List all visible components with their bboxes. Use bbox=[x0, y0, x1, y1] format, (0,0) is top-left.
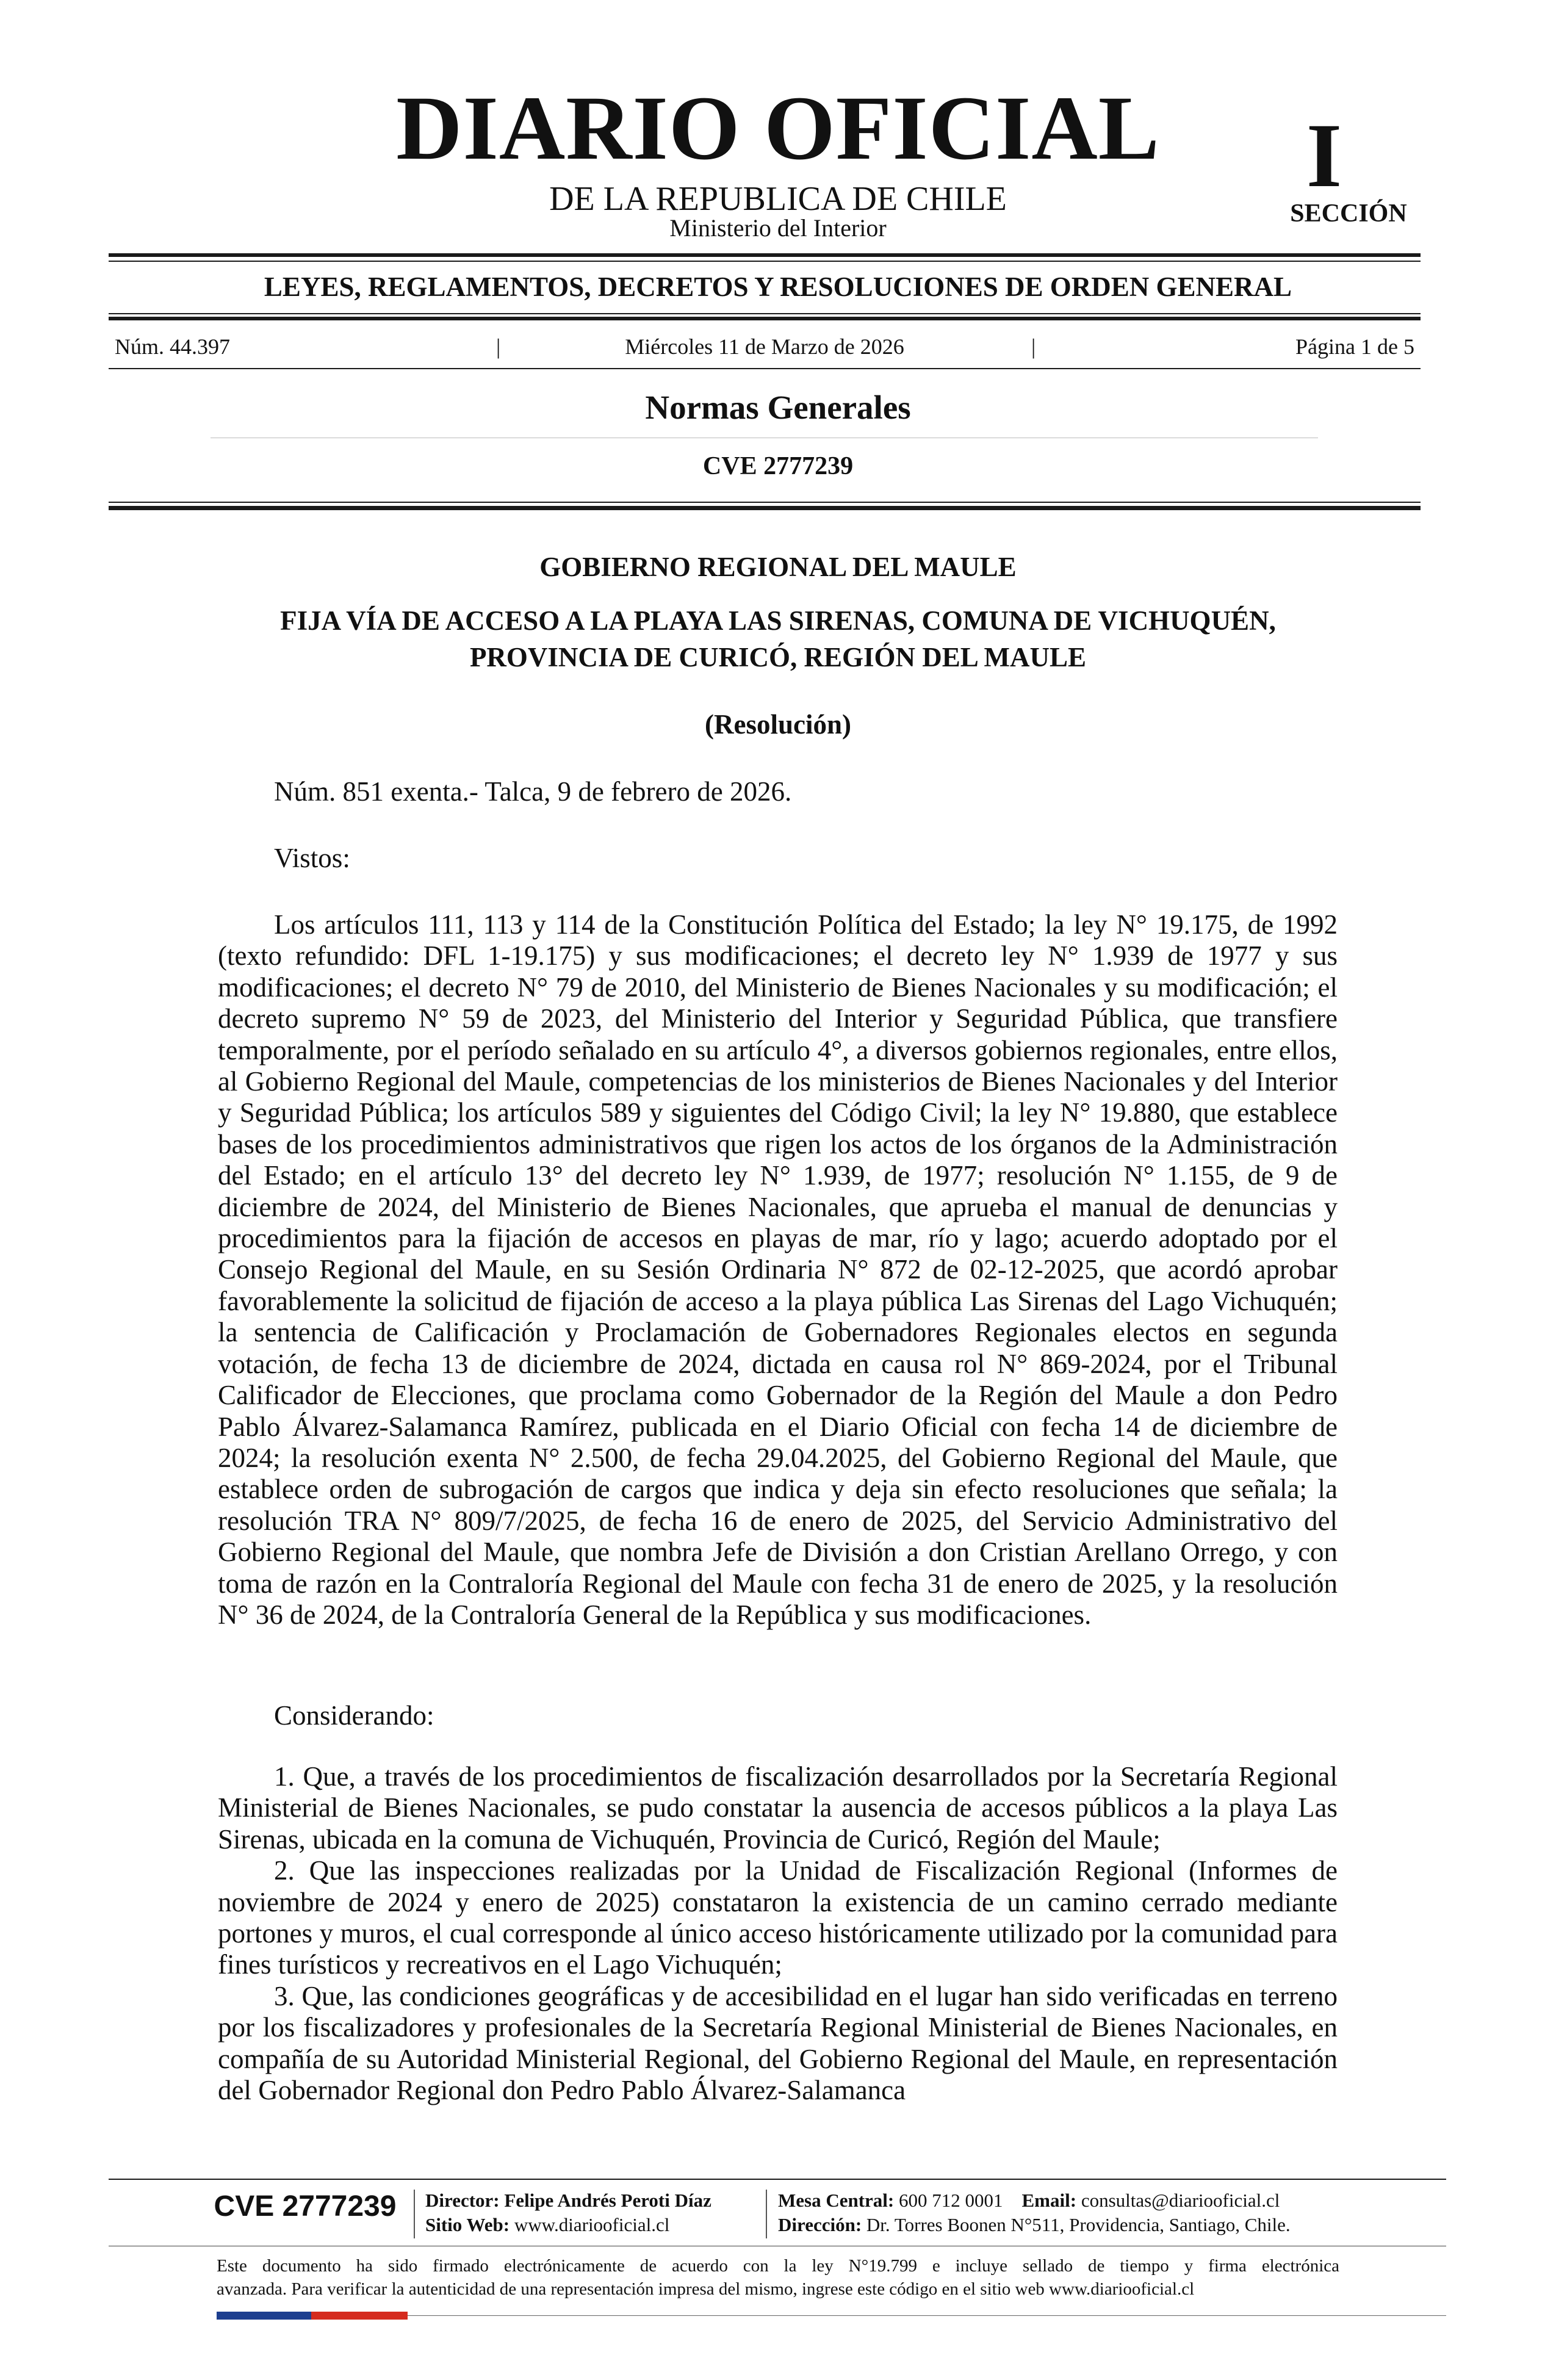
considerando-heading: Considerando: bbox=[274, 1700, 434, 1731]
footer-director-block bbox=[425, 2188, 711, 2237]
cve-rule-thick bbox=[109, 506, 1421, 510]
considerando-item: 2. Que las inspecciones realizadas por la Unidad de Fiscalización Regional (Informes de noviembre de 2024 y enero de 2025) constataron la existencia de un camino cerrado mediante portones y muros, el cual corresponde al único acceso históricamente utilizado por la comunidad para fines turísticos y recreativos en el Lago Vichuquén; bbox=[218, 1855, 1338, 1980]
document-title bbox=[214, 602, 1342, 676]
website-label: Sitio Web: bbox=[425, 2214, 510, 2235]
rubric-heading: Normas Generales bbox=[645, 389, 911, 426]
issue-rule bbox=[109, 368, 1421, 369]
phone-label: Mesa Central: bbox=[778, 2190, 895, 2211]
separator-left: | bbox=[496, 334, 501, 359]
footer-legal-note bbox=[217, 2254, 1339, 2301]
address-label: Dirección: bbox=[778, 2214, 862, 2235]
considerando-item: 3. Que, las condiciones geográficas y de accesibilidad en el lugar han sido verificadas en terreno por los fiscalizadores y profesionales de la Secretaría Regional Ministerial de Bienes Nacionales, en compañía de su Autoridad Ministerial Regional, del Gobierno Regional del Maule, en representación del Gobernador Regional don Pedro Pablo Álvarez-Salamanca bbox=[218, 1980, 1338, 2106]
director-label: Director: bbox=[425, 2190, 500, 2211]
issue-date: Miércoles 11 de Marzo de 2026 bbox=[625, 334, 904, 359]
flag-stripe-blue bbox=[217, 2312, 311, 2320]
section-label: SECCIÓN bbox=[1290, 200, 1407, 228]
footer-divider-1 bbox=[414, 2190, 415, 2238]
footer-cve: CVE 2777239 bbox=[214, 2190, 397, 2223]
address-text: Dr. Torres Boonen N°511, Providencia, Santiago, Chile. bbox=[866, 2214, 1291, 2235]
vistos-heading: Vistos: bbox=[274, 843, 350, 873]
masthead-subtitle: DE LA REPUBLICA DE CHILE bbox=[549, 180, 1007, 218]
flag-stripe-red bbox=[311, 2312, 408, 2320]
considerando-body bbox=[218, 1761, 1338, 2106]
page-indicator: Página 1 de 5 bbox=[1295, 334, 1414, 359]
email-label: Email: bbox=[1021, 2190, 1077, 2211]
masthead-title: DIARIO OFICIAL bbox=[396, 78, 1160, 179]
masthead-rule-thick bbox=[109, 253, 1421, 257]
legal-note-line-1: Este documento ha sido firmado electrónicamente de acuerdo con la ley N°19.799 e incluye sellado de tiempo y firma electrónica bbox=[217, 2256, 1339, 2276]
section-number: I bbox=[1306, 105, 1342, 206]
separator-right: | bbox=[1031, 334, 1036, 359]
document-title-line-1: FIJA VÍA DE ACCESO A LA PLAYA LAS SIRENAS, COMUNA DE VICHUQUÉN, bbox=[280, 605, 1276, 636]
cve-rule-thin bbox=[109, 502, 1421, 503]
footer-rule-top bbox=[109, 2179, 1446, 2180]
footer-contact-block bbox=[778, 2188, 1291, 2237]
website-link[interactable]: www.diariooficial.cl bbox=[514, 2214, 670, 2235]
director-name: Felipe Andrés Peroti Díaz bbox=[504, 2190, 711, 2211]
document-title-line-2: PROVINCIA DE CURICÓ, REGIÓN DEL MAULE bbox=[469, 642, 1087, 673]
issue-info-row bbox=[109, 331, 1421, 362]
masthead-ministry: Ministerio del Interior bbox=[669, 214, 887, 242]
vistos-paragraph: Los artículos 111, 113 y 114 de la Constitución Política del Estado; la ley N° 19.175, de 1992 (texto refundido: DFL 1-19.175) y sus modificaciones; el decreto ley N° 1.939 de 1977 y sus modificaciones; el decreto N° 79 de 2010, del Ministerio de Bienes Nacionales y su modificación; el decreto supremo N° 59 de 2023, del Ministerio del Interior y Seguridad Pública, que transfiere temporalmente, por el período señalado en su artículo 4°, a diversos gobiernos regionales, entre ellos, al Gobierno Regional del Maule, competencias de los ministerios de Bienes Nacionales y del Interior y Seguridad Pública; los artículos 589 y siguientes del Código Civil; la ley N° 19.880, que establece bases de los procedimientos administrativos que rigen los actos de los órganos de la Administración del Estado; en el artículo 13° del decreto ley N° 1.939, de 1977; resolución N° 1.155, de 9 de diciembre de 2024, del Ministerio de Bienes Nacionales, que aprueba el manual de denuncias y procedimientos para la fijación de accesos en playas de mar, río y lago; acuerdo adoptado por el Consejo Regional del Maule, en su Sesión Ordinaria N° 872 de 02-12-2025, que acordó aprobar favorablemente la solicitud de fijación de acceso a la playa pública Las Sirenas del Lago Vichuquén; la sentencia de Calificación y Proclamación de Gobernadores Regionales electos en segunda votación, de fecha 13 de diciembre de 2024, dictada en causa rol N° 869-2024, por el Tribunal Calificador de Elecciones, que proclama como Gobernador de la Región del Maule a don Pedro Pablo Álvarez-Salamanca Ramírez, publicada en el Diario Oficial con fecha 14 de diciembre de 2024; la resolución exenta N° 2.500, de fecha 29.04.2025, del Gobierno Regional del Maule, que establece orden de subrogación de cargos que indica y deja sin efecto resoluciones que señala; la resolución TRA N° 809/7/2025, de fecha 16 de enero de 2025, del Servicio Administrativo del Gobierno Regional del Maule, que nombra Jefe de División a don Cristian Arellano Orrego, y con toma de razón en la Contraloría Regional del Maule con fecha 31 de enero de 2025, y la resolución N° 36 de 2024, de la Contraloría General de la República y sus modificaciones. bbox=[218, 909, 1338, 1630]
resolution-number-line: Núm. 851 exenta.- Talca, 9 de febrero de 2026. bbox=[274, 776, 792, 807]
category-heading: LEYES, REGLAMENTOS, DECRETOS Y RESOLUCIONES DE ORDEN GENERAL bbox=[264, 272, 1292, 302]
considerando-item: 1. Que, a través de los procedimientos de fiscalización desarrollados por la Secretaría Regional Ministerial de Bienes Nacionales, se pudo constatar la ausencia de accesos públicos a la playa Las Sirenas, ubicada en la comuna de Vichuquén, Provincia de Curicó, Región del Maule; bbox=[218, 1761, 1338, 1855]
issue-number: Núm. 44.397 bbox=[115, 334, 230, 359]
footer-divider-2 bbox=[766, 2190, 767, 2238]
phone-number: 600 712 0001 bbox=[899, 2190, 1003, 2211]
masthead-rule-thin bbox=[109, 261, 1421, 262]
document-type: (Resolución) bbox=[705, 709, 851, 740]
vistos-body bbox=[218, 909, 1338, 1631]
legal-note-line-2: avanzada. Para verificar la autenticidad de una representación impresa del mismo, ingrese este código en el sitio web www.diariooficial.cl bbox=[217, 2279, 1195, 2299]
issuer-heading: GOBIERNO REGIONAL DEL MAULE bbox=[539, 552, 1017, 582]
email-link[interactable]: consultas@diariooficial.cl bbox=[1081, 2190, 1280, 2211]
category-rule-bottom bbox=[109, 317, 1421, 320]
footer-rule-bottom bbox=[408, 2315, 1446, 2316]
cve-code: CVE 2777239 bbox=[702, 452, 854, 480]
category-rule-top bbox=[109, 313, 1421, 314]
